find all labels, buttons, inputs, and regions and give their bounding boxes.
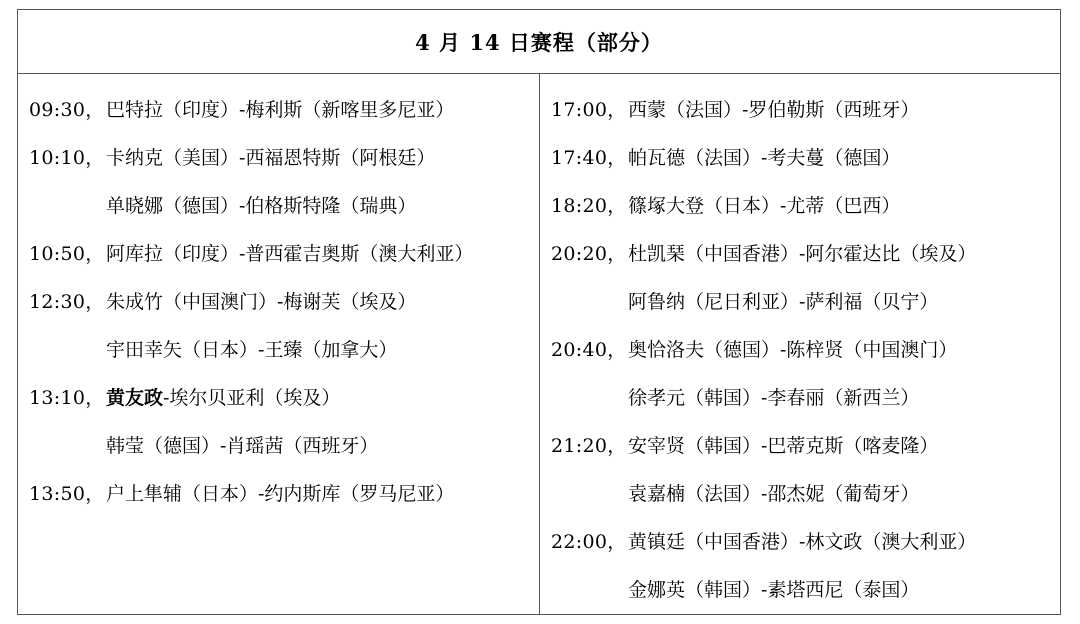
match-pairing: 宇田幸矢（日本）-王臻（加拿大）: [106, 338, 398, 361]
match-row: [551, 86, 976, 134]
match-row: [551, 518, 976, 566]
match-time: 13:10，: [29, 386, 105, 409]
match-row: [551, 422, 976, 470]
match-row: [551, 470, 976, 518]
match-time: 09:30，: [29, 98, 105, 121]
match-pairing: 巴特拉（印度）-梅利斯（新喀里多尼亚）: [106, 98, 455, 121]
match-time: 21:20，: [551, 434, 627, 457]
match-row: [29, 470, 473, 518]
match-pairing: 奥恰洛夫（德国）-陈梓贤（中国澳门）: [628, 338, 958, 361]
match-time: 17:40，: [551, 146, 627, 169]
match-time: 17:00，: [551, 98, 627, 121]
match-row: [29, 326, 473, 374]
match-pairing: 徐孝元（韩国）-李春丽（新西兰）: [628, 386, 920, 409]
match-pairing: 杜凯琹（中国香港）-阿尔霍达比（埃及）: [628, 242, 977, 265]
match-row: [29, 374, 473, 422]
match-pairing: [106, 386, 341, 409]
match-pairing: 朱成竹（中国澳门）-梅谢芙（埃及）: [106, 290, 417, 313]
match-row: [551, 326, 976, 374]
match-pairing: 安宰贤（韩国）-巴蒂克斯（喀麦隆）: [628, 434, 939, 457]
match-row: [29, 278, 473, 326]
match-pairing: 单晓娜（德国）-伯格斯特隆（瑞典）: [106, 194, 417, 217]
right-column: [551, 86, 976, 614]
match-pairing-rest: -埃尔贝亚利（埃及）: [163, 386, 341, 409]
match-pairing: 金娜英（韩国）-素塔西尼（泰国）: [628, 578, 920, 601]
match-time: 20:20，: [551, 242, 627, 265]
match-row: [29, 86, 473, 134]
match-row: [551, 278, 976, 326]
match-time: 10:50，: [29, 242, 105, 265]
match-time: 18:20，: [551, 194, 627, 217]
title-row: [18, 10, 1060, 74]
match-row: [29, 182, 473, 230]
match-pairing: 阿库拉（印度）-普西霍吉奥斯（澳大利亚）: [106, 242, 474, 265]
match-pairing: 黄镇廷（中国香港）-林文政（澳大利亚）: [628, 530, 977, 553]
schedule-title: 4 月 14 日赛程（部分）: [415, 29, 663, 55]
schedule-table: [17, 9, 1061, 615]
match-row: [551, 182, 976, 230]
match-time: 22:00，: [551, 530, 627, 553]
match-row: [29, 230, 473, 278]
match-pairing: 阿鲁纳（尼日利亚）-萨利福（贝宁）: [628, 290, 939, 313]
match-pairing: 西蒙（法国）-罗伯勒斯（西班牙）: [628, 98, 920, 121]
match-pairing: 篠塚大登（日本）-尤蒂（巴西）: [628, 194, 901, 217]
highlighted-player: 黄友政: [106, 386, 164, 409]
match-row: [551, 134, 976, 182]
match-pairing: 帕瓦德（法国）-考夫蔓（德国）: [628, 146, 901, 169]
match-time: 13:50，: [29, 482, 105, 505]
match-pairing: 卡纳克（美国）-西福恩特斯（阿根廷）: [106, 146, 436, 169]
match-row: [29, 134, 473, 182]
match-row: [551, 230, 976, 278]
match-row: [551, 374, 976, 422]
match-time: 12:30，: [29, 290, 105, 313]
match-time: 10:10，: [29, 146, 105, 169]
match-row: [551, 566, 976, 614]
match-time: 20:40，: [551, 338, 627, 361]
match-pairing: 袁嘉楠（法国）-邵杰妮（葡萄牙）: [628, 482, 920, 505]
match-pairing: 韩莹（德国）-肖瑶茜（西班牙）: [106, 434, 379, 457]
left-column: [29, 86, 473, 518]
column-divider: [539, 74, 540, 614]
match-pairing: 户上隼辅（日本）-约内斯库（罗马尼亚）: [106, 482, 455, 505]
match-row: [29, 422, 473, 470]
